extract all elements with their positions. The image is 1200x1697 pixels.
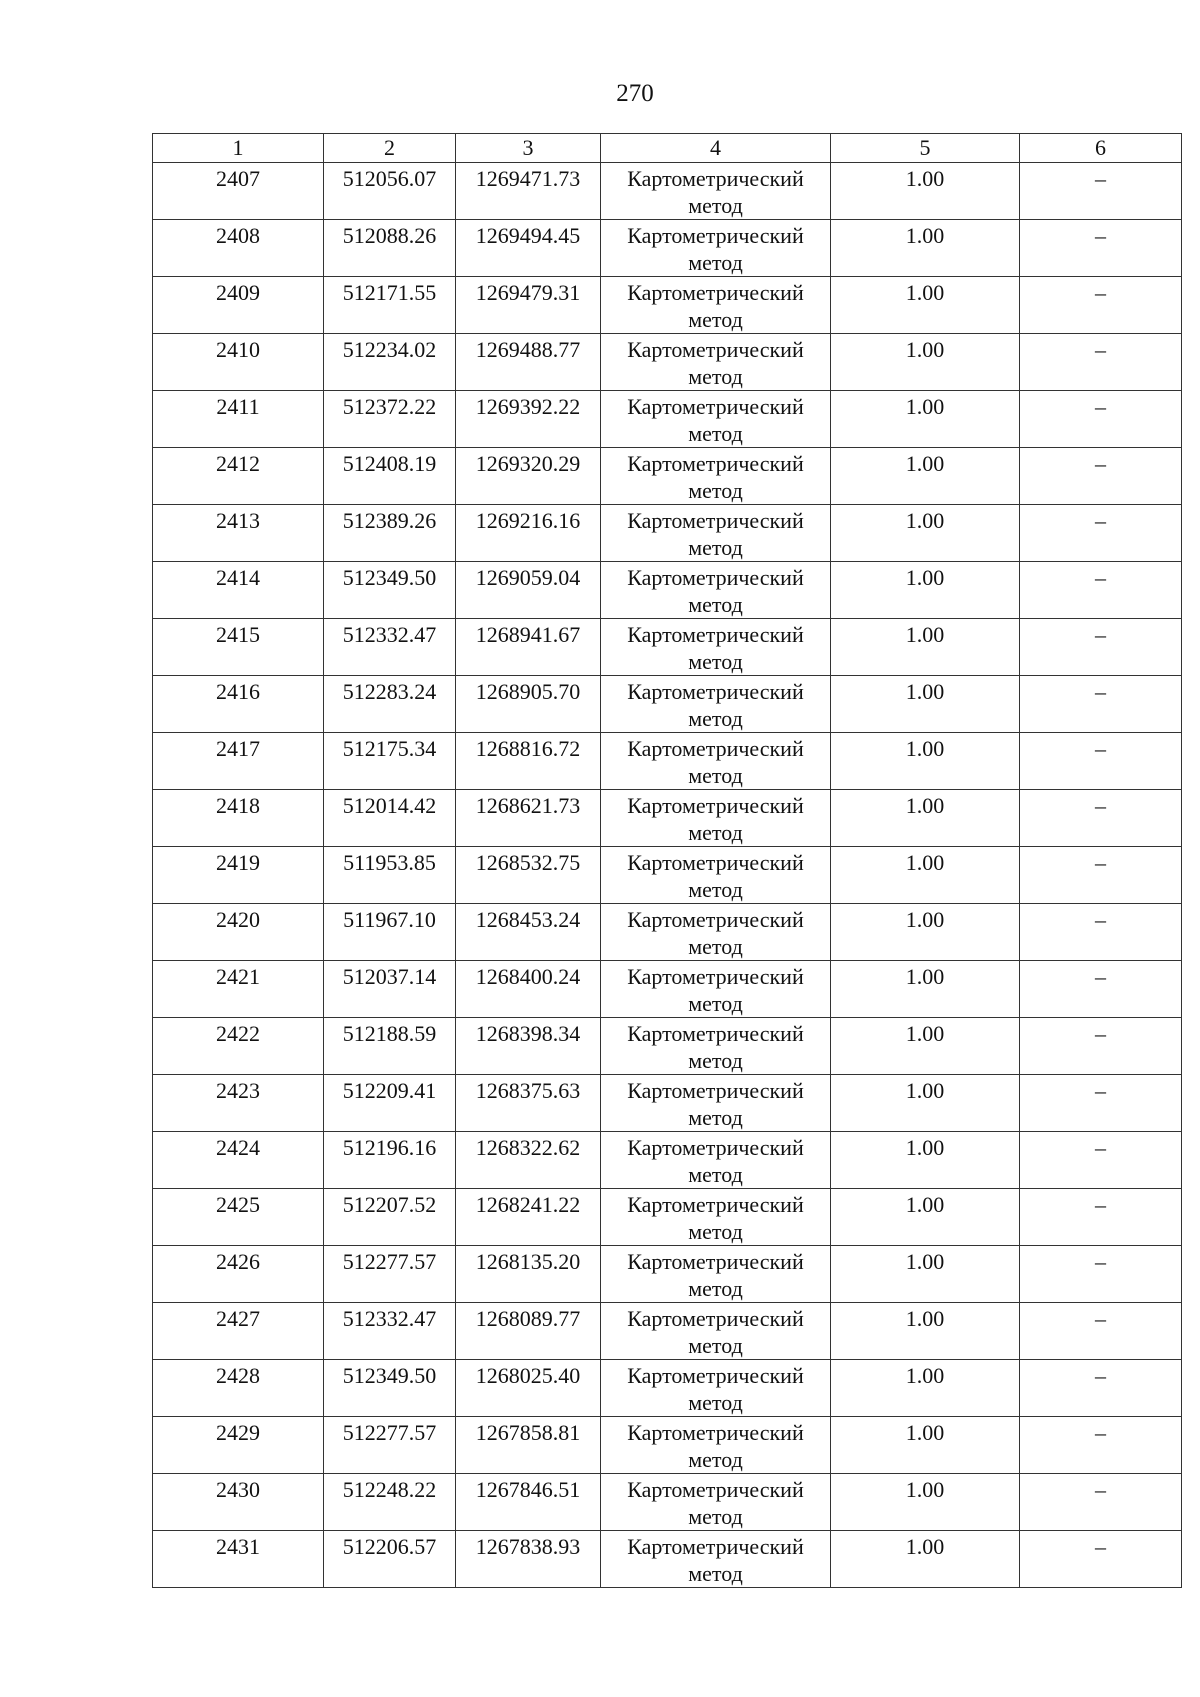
point-number-cell: 2409 <box>153 277 324 334</box>
table-row <box>153 391 1182 448</box>
method-cell: Картометрический метод <box>601 1531 831 1588</box>
accuracy-cell: 1.00 <box>831 163 1020 220</box>
note-cell: – <box>1020 1246 1182 1303</box>
method-cell: Картометрический метод <box>601 619 831 676</box>
y-coordinate-cell: 1269471.73 <box>456 163 601 220</box>
note-cell: – <box>1020 733 1182 790</box>
x-coordinate-cell: 512277.57 <box>324 1417 456 1474</box>
accuracy-cell: 1.00 <box>831 961 1020 1018</box>
point-number-cell: 2412 <box>153 448 324 505</box>
note-cell: – <box>1020 961 1182 1018</box>
table-row <box>153 562 1182 619</box>
method-cell: Картометрический метод <box>601 448 831 505</box>
method-cell: Картометрический метод <box>601 961 831 1018</box>
accuracy-cell: 1.00 <box>831 790 1020 847</box>
table-row <box>153 1132 1182 1189</box>
note-cell: – <box>1020 505 1182 562</box>
point-number-cell: 2414 <box>153 562 324 619</box>
point-number-cell: 2423 <box>153 1075 324 1132</box>
accuracy-cell: 1.00 <box>831 334 1020 391</box>
column-header: 4 <box>601 134 831 163</box>
table-row <box>153 847 1182 904</box>
method-cell: Картометрический метод <box>601 1018 831 1075</box>
table-row <box>153 505 1182 562</box>
note-cell: – <box>1020 619 1182 676</box>
method-cell: Картометрический метод <box>601 220 831 277</box>
note-cell: – <box>1020 1360 1182 1417</box>
method-cell: Картометрический метод <box>601 790 831 847</box>
x-coordinate-cell: 511967.10 <box>324 904 456 961</box>
table-row <box>153 1018 1182 1075</box>
method-cell: Картометрический метод <box>601 391 831 448</box>
y-coordinate-cell: 1268621.73 <box>456 790 601 847</box>
method-cell: Картометрический метод <box>601 505 831 562</box>
accuracy-cell: 1.00 <box>831 733 1020 790</box>
note-cell: – <box>1020 1474 1182 1531</box>
y-coordinate-cell: 1267846.51 <box>456 1474 601 1531</box>
table-row <box>153 1474 1182 1531</box>
accuracy-cell: 1.00 <box>831 619 1020 676</box>
x-coordinate-cell: 511953.85 <box>324 847 456 904</box>
x-coordinate-cell: 512349.50 <box>324 1360 456 1417</box>
accuracy-cell: 1.00 <box>831 448 1020 505</box>
coordinates-table <box>152 133 1182 1588</box>
method-cell: Картометрический метод <box>601 847 831 904</box>
method-cell: Картометрический метод <box>601 733 831 790</box>
y-coordinate-cell: 1269494.45 <box>456 220 601 277</box>
x-coordinate-cell: 512206.57 <box>324 1531 456 1588</box>
note-cell: – <box>1020 448 1182 505</box>
x-coordinate-cell: 512234.02 <box>324 334 456 391</box>
accuracy-cell: 1.00 <box>831 1303 1020 1360</box>
accuracy-cell: 1.00 <box>831 1474 1020 1531</box>
method-cell: Картометрический метод <box>601 163 831 220</box>
method-cell: Картометрический метод <box>601 562 831 619</box>
x-coordinate-cell: 512175.34 <box>324 733 456 790</box>
method-cell: Картометрический метод <box>601 1189 831 1246</box>
x-coordinate-cell: 512283.24 <box>324 676 456 733</box>
table-row <box>153 904 1182 961</box>
accuracy-cell: 1.00 <box>831 1132 1020 1189</box>
table-row <box>153 676 1182 733</box>
point-number-cell: 2416 <box>153 676 324 733</box>
note-cell: – <box>1020 1075 1182 1132</box>
point-number-cell: 2421 <box>153 961 324 1018</box>
accuracy-cell: 1.00 <box>831 1189 1020 1246</box>
table-row <box>153 1360 1182 1417</box>
accuracy-cell: 1.00 <box>831 277 1020 334</box>
accuracy-cell: 1.00 <box>831 1246 1020 1303</box>
accuracy-cell: 1.00 <box>831 505 1020 562</box>
point-number-cell: 2426 <box>153 1246 324 1303</box>
y-coordinate-cell: 1269479.31 <box>456 277 601 334</box>
note-cell: – <box>1020 562 1182 619</box>
point-number-cell: 2413 <box>153 505 324 562</box>
note-cell: – <box>1020 1531 1182 1588</box>
method-cell: Картометрический метод <box>601 676 831 733</box>
method-cell: Картометрический метод <box>601 1417 831 1474</box>
x-coordinate-cell: 512277.57 <box>324 1246 456 1303</box>
point-number-cell: 2431 <box>153 1531 324 1588</box>
accuracy-cell: 1.00 <box>831 1360 1020 1417</box>
y-coordinate-cell: 1268398.34 <box>456 1018 601 1075</box>
note-cell: – <box>1020 391 1182 448</box>
y-coordinate-cell: 1268816.72 <box>456 733 601 790</box>
y-coordinate-cell: 1268241.22 <box>456 1189 601 1246</box>
point-number-cell: 2429 <box>153 1417 324 1474</box>
y-coordinate-cell: 1267858.81 <box>456 1417 601 1474</box>
x-coordinate-cell: 512408.19 <box>324 448 456 505</box>
column-header: 2 <box>324 134 456 163</box>
x-coordinate-cell: 512088.26 <box>324 220 456 277</box>
column-header: 5 <box>831 134 1020 163</box>
note-cell: – <box>1020 1303 1182 1360</box>
x-coordinate-cell: 512372.22 <box>324 391 456 448</box>
note-cell: – <box>1020 676 1182 733</box>
note-cell: – <box>1020 277 1182 334</box>
note-cell: – <box>1020 790 1182 847</box>
y-coordinate-cell: 1269488.77 <box>456 334 601 391</box>
point-number-cell: 2424 <box>153 1132 324 1189</box>
table-row <box>153 1075 1182 1132</box>
table-row <box>153 1531 1182 1588</box>
point-number-cell: 2411 <box>153 391 324 448</box>
y-coordinate-cell: 1268905.70 <box>456 676 601 733</box>
x-coordinate-cell: 512188.59 <box>324 1018 456 1075</box>
table-row <box>153 163 1182 220</box>
table-row <box>153 277 1182 334</box>
method-cell: Картометрический метод <box>601 277 831 334</box>
point-number-cell: 2428 <box>153 1360 324 1417</box>
accuracy-cell: 1.00 <box>831 1531 1020 1588</box>
point-number-cell: 2419 <box>153 847 324 904</box>
x-coordinate-cell: 512248.22 <box>324 1474 456 1531</box>
table-row <box>153 733 1182 790</box>
method-cell: Картометрический метод <box>601 1474 831 1531</box>
column-header: 3 <box>456 134 601 163</box>
table-row <box>153 619 1182 676</box>
x-coordinate-cell: 512349.50 <box>324 562 456 619</box>
table-row <box>153 790 1182 847</box>
point-number-cell: 2415 <box>153 619 324 676</box>
y-coordinate-cell: 1268322.62 <box>456 1132 601 1189</box>
method-cell: Картометрический метод <box>601 1360 831 1417</box>
point-number-cell: 2430 <box>153 1474 324 1531</box>
y-coordinate-cell: 1268025.40 <box>456 1360 601 1417</box>
x-coordinate-cell: 512056.07 <box>324 163 456 220</box>
x-coordinate-cell: 512332.47 <box>324 1303 456 1360</box>
y-coordinate-cell: 1267838.93 <box>456 1531 601 1588</box>
y-coordinate-cell: 1268532.75 <box>456 847 601 904</box>
method-cell: Картометрический метод <box>601 1246 831 1303</box>
table-header <box>153 134 1182 163</box>
note-cell: – <box>1020 904 1182 961</box>
table-row <box>153 1417 1182 1474</box>
table-row <box>153 220 1182 277</box>
table-row <box>153 1246 1182 1303</box>
note-cell: – <box>1020 220 1182 277</box>
accuracy-cell: 1.00 <box>831 1075 1020 1132</box>
x-coordinate-cell: 512014.42 <box>324 790 456 847</box>
accuracy-cell: 1.00 <box>831 562 1020 619</box>
table-row <box>153 1189 1182 1246</box>
y-coordinate-cell: 1268375.63 <box>456 1075 601 1132</box>
point-number-cell: 2407 <box>153 163 324 220</box>
point-number-cell: 2422 <box>153 1018 324 1075</box>
accuracy-cell: 1.00 <box>831 847 1020 904</box>
y-coordinate-cell: 1269392.22 <box>456 391 601 448</box>
accuracy-cell: 1.00 <box>831 1417 1020 1474</box>
y-coordinate-cell: 1268400.24 <box>456 961 601 1018</box>
point-number-cell: 2425 <box>153 1189 324 1246</box>
method-cell: Картометрический метод <box>601 1132 831 1189</box>
table-row <box>153 961 1182 1018</box>
point-number-cell: 2427 <box>153 1303 324 1360</box>
accuracy-cell: 1.00 <box>831 1018 1020 1075</box>
y-coordinate-cell: 1269216.16 <box>456 505 601 562</box>
table-row <box>153 334 1182 391</box>
y-coordinate-cell: 1269320.29 <box>456 448 601 505</box>
point-number-cell: 2418 <box>153 790 324 847</box>
table-body <box>153 163 1182 1588</box>
point-number-cell: 2420 <box>153 904 324 961</box>
method-cell: Картометрический метод <box>601 334 831 391</box>
x-coordinate-cell: 512332.47 <box>324 619 456 676</box>
y-coordinate-cell: 1268089.77 <box>456 1303 601 1360</box>
method-cell: Картометрический метод <box>601 1075 831 1132</box>
x-coordinate-cell: 512171.55 <box>324 277 456 334</box>
point-number-cell: 2410 <box>153 334 324 391</box>
accuracy-cell: 1.00 <box>831 391 1020 448</box>
point-number-cell: 2417 <box>153 733 324 790</box>
x-coordinate-cell: 512196.16 <box>324 1132 456 1189</box>
method-cell: Картометрический метод <box>601 904 831 961</box>
note-cell: – <box>1020 1018 1182 1075</box>
y-coordinate-cell: 1268135.20 <box>456 1246 601 1303</box>
column-header: 1 <box>153 134 324 163</box>
point-number-cell: 2408 <box>153 220 324 277</box>
y-coordinate-cell: 1268941.67 <box>456 619 601 676</box>
method-cell: Картометрический метод <box>601 1303 831 1360</box>
x-coordinate-cell: 512037.14 <box>324 961 456 1018</box>
note-cell: – <box>1020 1132 1182 1189</box>
note-cell: – <box>1020 1417 1182 1474</box>
accuracy-cell: 1.00 <box>831 220 1020 277</box>
note-cell: – <box>1020 847 1182 904</box>
y-coordinate-cell: 1268453.24 <box>456 904 601 961</box>
page-number: 270 <box>616 80 654 107</box>
accuracy-cell: 1.00 <box>831 676 1020 733</box>
x-coordinate-cell: 512389.26 <box>324 505 456 562</box>
note-cell: – <box>1020 334 1182 391</box>
header-row <box>153 134 1182 163</box>
note-cell: – <box>1020 163 1182 220</box>
column-header: 6 <box>1020 134 1182 163</box>
x-coordinate-cell: 512209.41 <box>324 1075 456 1132</box>
accuracy-cell: 1.00 <box>831 904 1020 961</box>
note-cell: – <box>1020 1189 1182 1246</box>
x-coordinate-cell: 512207.52 <box>324 1189 456 1246</box>
table-row <box>153 1303 1182 1360</box>
table-row <box>153 448 1182 505</box>
y-coordinate-cell: 1269059.04 <box>456 562 601 619</box>
